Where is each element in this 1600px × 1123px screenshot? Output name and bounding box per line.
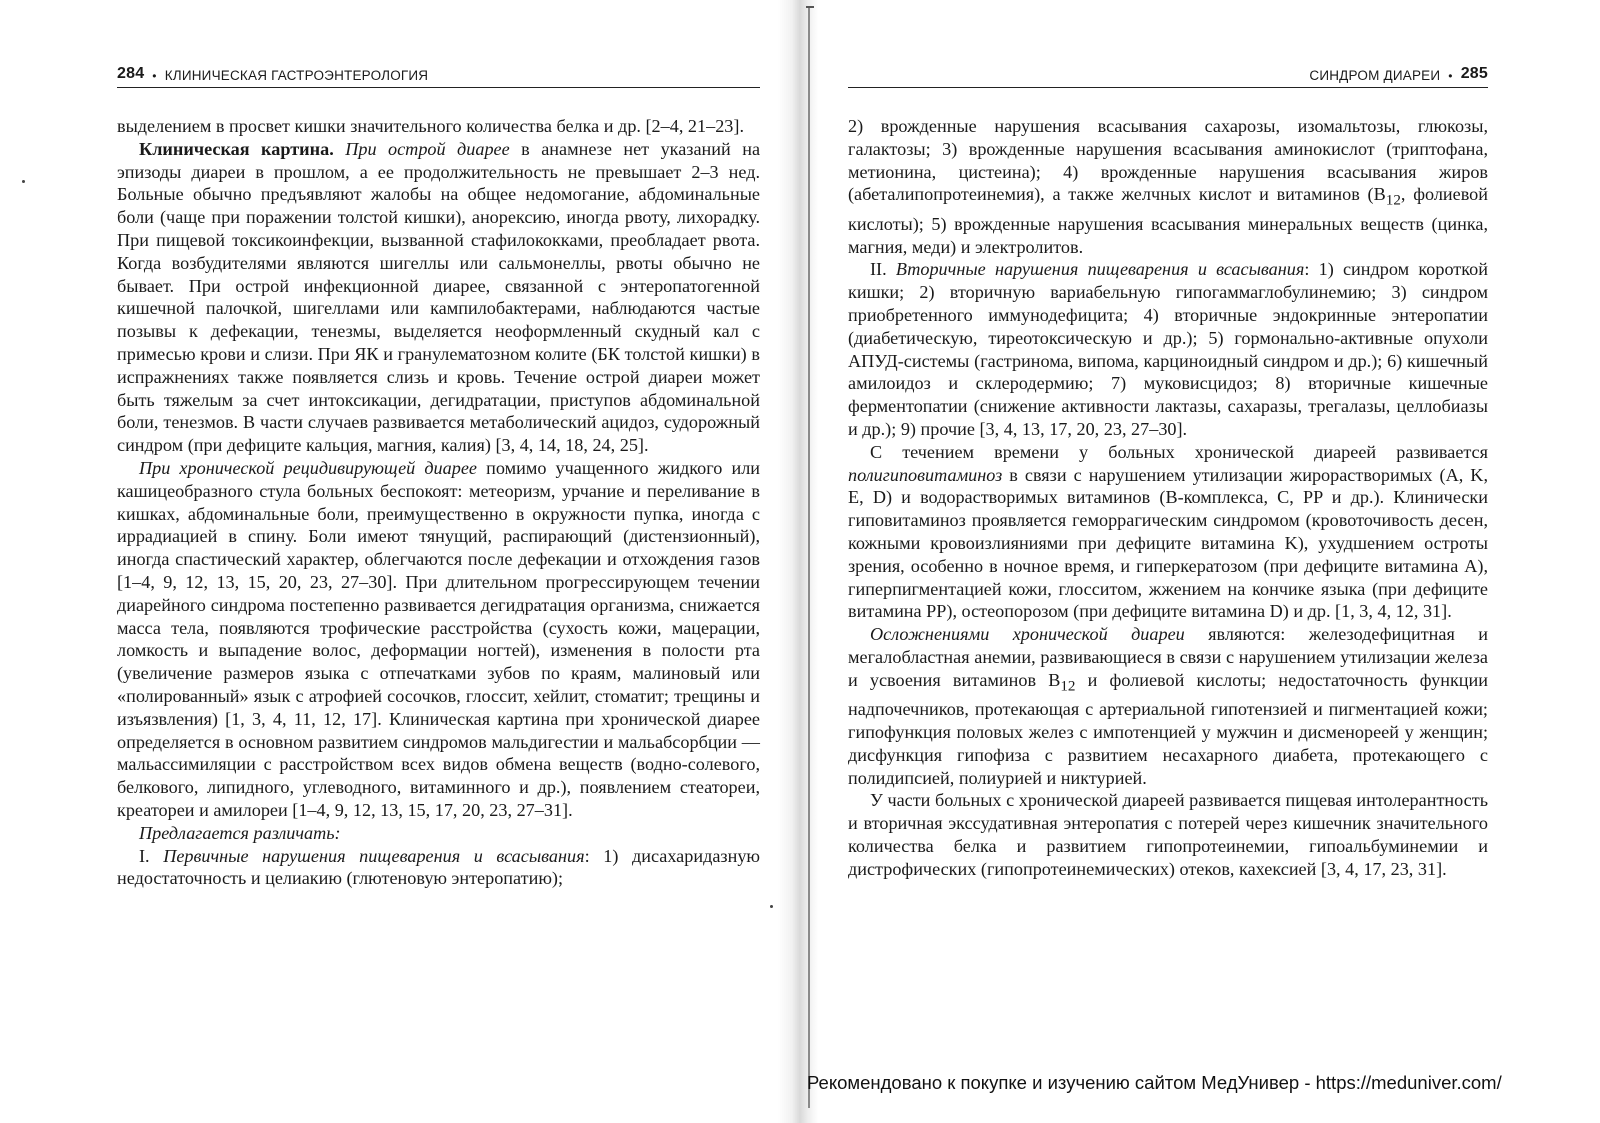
paragraph-text: , фолиевой кислоты); 5) врожденные нарушения всасывания минеральных веществ (цинка, магния, меди) и электролитов.	[848, 184, 1488, 257]
paragraph-text: : 1) дисахаридазную недостаточность и целиакию (глютеновую энтеропатию);	[117, 845, 760, 889]
italic-term: При острой диарее	[345, 138, 510, 159]
paragraph-text: : 1) синдром короткой кишки; 2) вторичную вариабельную гипогаммаглобулинемию; 3) синдром приобретенного иммунодефицита; 4) вторичные эндокринные энтеропатии (диабетическую, тиреотоксическую и др.); 5) гормонально-активные опухоли АПУД-системы (гастринома, випома, карциноидный синдром и др.); 6) кишечный амилоидоз и склеродермию; 7) муковисцидоз; 8) вторичные кишечные ферментопатии (снижение активности лактазы, сахаразы, трегалазы, целлобиазы и др.); 9) прочие [3, 4, 13, 17, 20, 23, 27–30].	[848, 259, 1488, 439]
paragraph	[117, 115, 760, 138]
paragraph-text: 2) врожденные нарушения всасывания сахарозы, изомальтозы, глюкозы, галактозы; 3) врожденные нарушения всасывания аминокислот (триптофана, метионина, цистеина); 4) врожденные нарушения всасывания жиров (абеталипопротеинемия), а также желчных кислот и витаминов (B	[848, 116, 1488, 205]
right-running-title: СИНДРОМ ДИАРЕИ	[1309, 68, 1441, 83]
right-page-number: 285	[1460, 65, 1488, 82]
italic-term: Вторичные нарушения пищеварения и всасывания	[895, 259, 1305, 280]
paragraph-text: помимо учащенного жидкого или кашицеобразного стула больных беспокоят: метеоризм, урчание и переливание в кишках, абдоминальные боли, преимущественно в окружности пупка, иногда с иррадиацией в спину. Боли имеют тянущий, распирающий (дистензионный), иногда спастический характер, облегчаются после дефекации и отхождения газов [1–4, 9, 12, 13, 15, 20, 23, 27–30]. При длительном прогрессирующем течении диарейного синдрома постепенно развивается дегидратация организма, снижается масса тела, появляются трофические расстройства (сухость кожи, мацерации, ломкость и выпадение волос, деформации ногтей), изменения в полости рта (увеличение размеров языка с отпечатками зубов по краям, малиновый или «полированный» язык с атрофией сосочков, глоссит, хейлит, стоматит; трещины и изъязвления) [1, 3, 4, 11, 12, 17]. Клиническая картина при хронической диарее определяется в основном развитием синдромов мальдигестии и мальабсорбции — мальассимиляции с расстройством всех видов обмена веществ (водно-солевого, белкового, липидного, углеводного, витаминного и др.), появлением стеатореи, креатореи и амилореи [1–4, 9, 12, 13, 15, 17, 20, 23, 27–31].	[117, 457, 760, 820]
subscript: 12	[1060, 677, 1076, 695]
italic-term: полигиповитаминоз	[848, 464, 1003, 485]
italic-term: При хронической рецидивирующей диарее	[139, 457, 477, 478]
paragraph	[848, 115, 1488, 258]
site-watermark: Рекомендовано к покупке и изучению сайтом МедУнивер - https://meduniver.com/	[807, 1072, 1502, 1093]
paragraph-text: и фолиевой кислоты; недостаточность функции надпочечников, протекающая с артериальной гипотензией и пигментацией кожи; гипофункция половых желез с импотенцией у мужчин и дисменореей у женщин; дисфункция гипофиза с развитием несахарного диабета, протекающего с полидипсией, полиурией и никтурией.	[848, 669, 1488, 788]
paragraph-text: в анамнезе нет указаний на эпизоды диареи в прошлом, а ее продолжительность не превышает 2–3 нед. Больные обычно предъявляют жалобы на общее недомогание, абдоминальные боли (чаще при поражении толстой кишки), анорексию, иногда рвоту, лихорадку. При пищевой токсикоинфекции, вызванной стафилококками, преобладает рвота. Когда возбудителями являются шигеллы или сальмонеллы, рвоты обычно не бывает. При острой инфекционной диарее, связанной с энтеропатогенной кишечной палочкой, шигеллами или кампилобактерами, наблюдаются частые позывы к дефекации, тенезмы, выделяется неоформленный скудный кал с примесью крови и слизи. При ЯК и гранулематозном колите (БК толстой кишки) в испражнениях также появляется слизь и кровь. Течение острой диареи может быть тяжелым за счет интоксикации, дегидратации, приступов абдоминальной боли, тенезмов. В части случаев развивается метаболический ацидоз, судорожный синдром (при дефиците кальция, магния, калия) [3, 4, 14, 18, 24, 25].	[117, 138, 761, 456]
paragraph	[117, 138, 760, 457]
paragraph	[848, 441, 1488, 623]
paragraph-text: выделением в просвет кишки значительного количества белка и др. [2–4, 21–23].	[117, 116, 745, 136]
right-text-column	[848, 115, 1488, 881]
italic-term: Первичные нарушения пищеварения и всасывания	[163, 845, 585, 866]
right-page	[805, 0, 1600, 1123]
left-running-title: КЛИНИЧЕСКАЯ ГАСТРОЭНТЕРОЛОГИЯ	[164, 68, 429, 83]
paragraph	[848, 258, 1488, 440]
left-page-number: 284	[117, 65, 145, 82]
paragraph-text: в связи с нарушением утилизации жирорастворимых (A, K, E, D) и водорастворимых витаминов (B-комплекса, C, PP и др.). Клинически гиповитаминоз проявляется геморрагическим синдромом (кровоточивость десен, кожными кровоизлияниями при дефиците витамина K), ухудшением остроты зрения, особенно в ночное время, и гиперкератозом (при дефиците витамина A), гиперпигментацией кожи, глосситом, жжением на кончике языка (при дефиците витамина PP), остеопорозом (при дефиците витамина D) и др. [1, 3, 4, 12, 31].	[848, 464, 1488, 622]
paragraph	[848, 789, 1488, 880]
section-lead: Клиническая картина.	[139, 138, 334, 159]
italic-term: Осложнениями хронической диареи	[870, 624, 1185, 645]
paragraph	[117, 845, 760, 891]
paragraph-text: С течением времени у больных хронической диареей развивается	[870, 441, 1488, 462]
right-running-head	[848, 62, 1488, 88]
paragraph-text: являются: железодефицитная и мегалобластная анемии, развивающиеся в связи с нарушением утилизации железа и усвоения витаминов B	[848, 624, 1488, 690]
paragraph	[117, 457, 760, 822]
list-numeral: I.	[139, 845, 164, 866]
left-running-head	[117, 62, 760, 88]
paragraph	[117, 822, 760, 845]
subscript: 12	[1385, 192, 1401, 210]
list-numeral: II.	[870, 259, 896, 280]
left-head-separator: •	[152, 69, 157, 83]
right-head-separator: •	[1448, 69, 1453, 83]
italic-heading: Предлагается различать:	[139, 822, 341, 843]
left-text-column	[117, 115, 760, 890]
paragraph-text: У части больных с хронической диареей развивается пищевая интолерантность и вторичная экссудативная энтеропатия с потерей через кишечник значительного количества белка и развитием гипопротеинемии, гипоальбуминемии и дистрофических (гипопротеинемических) отеков, кахексией [3, 4, 17, 23, 31].	[848, 790, 1488, 879]
paragraph	[848, 623, 1488, 789]
